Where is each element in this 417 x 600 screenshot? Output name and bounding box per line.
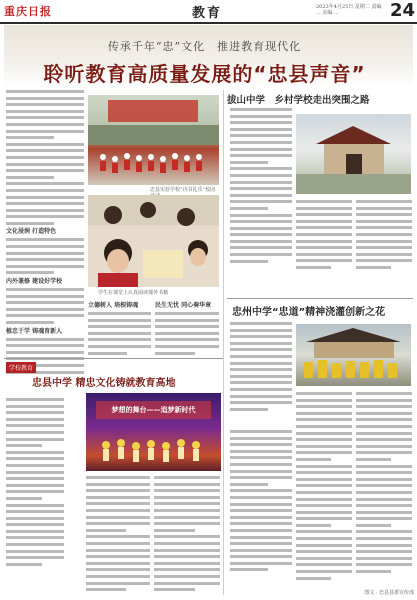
main-article-col1: [6, 90, 84, 335]
credit-line: 图文 · 忠县县委宣传部: [364, 590, 414, 596]
bottom-article-col2: [86, 476, 150, 594]
subhead: 立德树人 培根铸魂: [88, 302, 139, 309]
reading-illustration: [88, 195, 219, 287]
subhead: 内外兼修 建设好学校: [6, 278, 63, 286]
divider: [227, 298, 413, 299]
subhead: 植忠于学 铸魂育新人: [6, 327, 63, 335]
bottom-article-col3: [154, 476, 220, 594]
subhead: 民生无忧 同心奏华章: [155, 302, 212, 309]
section-title: 教育: [192, 6, 223, 21]
main-article-col2: [88, 300, 151, 358]
masthead: [0, 0, 417, 24]
newspaper-logo: 重庆日报: [4, 5, 52, 18]
dateline: 2023年4月25日 星期二 责编 ... 美编 ...: [316, 4, 382, 16]
students-reading-photo: [88, 195, 219, 287]
right-top-col1: [230, 108, 292, 280]
photo-caption: 忠县实验学校“诗书礼乐”校园: [150, 187, 216, 193]
main-headline: 聆听教育高质量发展的“忠县声音”: [43, 62, 366, 86]
right-bottom-col1: [230, 322, 292, 422]
section-tag: 学校教育: [6, 362, 36, 373]
right-top-headline: 拔山中学 乡村学校走出突围之路: [227, 95, 370, 106]
baishan-school-gate-photo: [296, 114, 411, 194]
stage-performance-photo: [86, 393, 221, 471]
right-top-col2: [296, 200, 352, 280]
right-bottom-col2: [230, 430, 292, 594]
performance-illustration: [296, 324, 411, 386]
right-bottom-col4: [356, 392, 412, 588]
right-bottom-col3: [296, 392, 352, 594]
bottom-article-col1: [6, 398, 64, 594]
photo-caption: 学生在课堂上认真阅读课外书籍: [98, 290, 169, 296]
stage-banner-text: 梦想的舞台——追梦新时代: [111, 405, 196, 414]
gate-illustration: [296, 114, 411, 194]
school-assembly-photo: [88, 95, 219, 185]
right-bottom-headline: 忠州中学“忠道”精神浇灌创新之花: [232, 307, 386, 318]
subhead: 文化浸润 打造特色: [6, 228, 57, 236]
section-divider: [4, 358, 223, 359]
column-divider: [223, 90, 224, 595]
main-article-col3: [155, 300, 219, 358]
page-number: 24: [390, 0, 416, 21]
right-top-col3: [356, 200, 412, 280]
bottom-left-headline: 忠县中学 精忠文化铸就教育高地: [32, 378, 176, 389]
kicker: 传承千年“忠”文化 推进教育现代化: [107, 40, 302, 53]
zhongzhou-performance-photo: [296, 324, 411, 386]
assembly-illustration: [88, 95, 219, 185]
